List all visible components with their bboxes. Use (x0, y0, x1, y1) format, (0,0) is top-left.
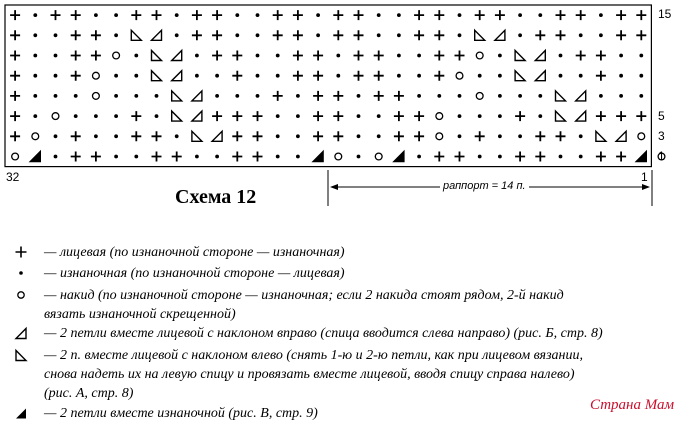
purl-stitch (296, 114, 300, 118)
purl-stitch (417, 94, 421, 98)
yarn-over-stitch (436, 113, 443, 120)
knit-stitch (232, 111, 242, 121)
purl-stitch (498, 54, 502, 58)
knit-stitch (596, 152, 606, 162)
purl-stitch (215, 155, 219, 159)
purl-stitch (478, 114, 482, 118)
purl-stitch (397, 13, 401, 17)
knit-stitch (616, 152, 626, 162)
knit-stitch (636, 111, 646, 121)
knit-stitch (232, 131, 242, 141)
row-number-5: 5 (658, 109, 665, 123)
knit-stitch (596, 71, 606, 81)
yarn-over-stitch (32, 133, 39, 140)
knit-stitch (152, 152, 162, 162)
purl-stitch (256, 54, 260, 58)
knit-stitch (475, 131, 485, 141)
p2tog-stitch (636, 152, 646, 162)
purl-stitch (114, 94, 118, 98)
knit-stitch (232, 51, 242, 61)
knit-stitch (333, 111, 343, 121)
k2tog-right-stitch (192, 111, 202, 121)
purl-stitch (417, 74, 421, 78)
purl-stitch (498, 94, 502, 98)
knit-stitch (273, 91, 283, 101)
row-number-15: 15 (658, 7, 672, 21)
purl-stitch (599, 13, 603, 17)
k2tog-left-stitch (192, 131, 202, 141)
purl-stitch (579, 134, 583, 138)
knit-stitch (293, 71, 303, 81)
legend-text: — изнаночная (по изнаночной стороне — лицевая) (44, 266, 345, 281)
purl-stitch (397, 33, 401, 37)
knit-stitch (293, 51, 303, 61)
purl-stitch (559, 54, 563, 58)
knit-stitch (10, 111, 20, 121)
purl-stitch (114, 74, 118, 78)
knit-stitch (374, 51, 384, 61)
purl-stitch (458, 13, 462, 17)
purl-stitch (579, 74, 583, 78)
knit-stitch (434, 10, 444, 20)
purl-stitch (518, 94, 522, 98)
knit-stitch (354, 71, 364, 81)
purl-stitch (518, 33, 522, 37)
k2tog-left-stitch (475, 30, 485, 40)
k2tog-right-stitch (192, 91, 202, 101)
purl-stitch (478, 74, 482, 78)
purl-stitch (316, 33, 320, 37)
purl-stitch (235, 33, 239, 37)
knit-stitch (71, 131, 81, 141)
purl-stitch (276, 74, 280, 78)
knit-stitch (556, 131, 566, 141)
k2tog-left-stitch (556, 91, 566, 101)
knit-stitch (10, 10, 20, 20)
purl-stitch (54, 155, 58, 159)
yarn-over-stitch (638, 133, 645, 140)
k2tog-left-stitch (172, 91, 182, 101)
knit-stitch (394, 131, 404, 141)
legend-text: — 2 петли вместе изнаночной (рис. В, стр. 9) (44, 406, 318, 421)
knit-stitch (212, 51, 222, 61)
knit-stitch (616, 10, 626, 20)
purl-stitch (377, 33, 381, 37)
purl-stitch (498, 114, 502, 118)
purl-stitch (397, 54, 401, 58)
purl-stitch (357, 94, 361, 98)
purl-stitch (559, 74, 563, 78)
knit-stitch (576, 51, 586, 61)
knit-stitch (253, 111, 263, 121)
knit-stitch (273, 10, 283, 20)
yarn-over-stitch (52, 113, 59, 120)
knit-stitch (455, 51, 465, 61)
column-label-left: 32 (6, 170, 20, 184)
purl-stitch (256, 94, 260, 98)
purl-stitch (54, 54, 58, 58)
p2tog-stitch (30, 152, 40, 162)
k2tog-right-stitch (172, 51, 182, 61)
knit-stitch (273, 30, 283, 40)
knit-stitch (10, 71, 20, 81)
knit-stitch (71, 10, 81, 20)
p2tog-icon (14, 406, 28, 420)
chart-grid (5, 5, 651, 167)
purl-stitch (33, 54, 37, 58)
purl-stitch (296, 155, 300, 159)
purl-stitch (357, 134, 361, 138)
legend-text: — лицевая (по изнаночной стороне — изнаночная) (44, 245, 345, 260)
knit-stitch (535, 131, 545, 141)
row-number-3: 3 (658, 129, 665, 143)
knit-stitch (434, 30, 444, 40)
chart-symbols (10, 10, 665, 161)
purl-stitch (33, 33, 37, 37)
k2tog-right-stitch (172, 71, 182, 81)
k2tog-left-stitch (515, 71, 525, 81)
knit-stitch (475, 10, 485, 20)
knit-stitch (455, 152, 465, 162)
yarn-over-stitch (436, 133, 443, 140)
knit-stitch (333, 10, 343, 20)
purl-stitch (54, 74, 58, 78)
knit-stitch (515, 152, 525, 162)
k2tog-left-stitch (152, 51, 162, 61)
knit-stitch (313, 91, 323, 101)
purl-stitch (579, 155, 583, 159)
purl-stitch (256, 74, 260, 78)
knit-stitch (414, 131, 424, 141)
k2tog-right-stitch (576, 91, 586, 101)
purl-stitch (134, 155, 138, 159)
purl-stitch (94, 13, 98, 17)
purl-stitch (155, 114, 159, 118)
knit-stitch (152, 10, 162, 20)
knit-stitch (434, 71, 444, 81)
knit-stitch (71, 51, 81, 61)
knit-stitch (636, 10, 646, 20)
scheme-title: Схема 12 (175, 186, 257, 208)
purl-stitch (619, 94, 623, 98)
knit-stitch (253, 152, 263, 162)
knit-stitch (91, 51, 101, 61)
purl-stitch (357, 114, 361, 118)
knit-stitch (616, 111, 626, 121)
k2tog-right-stitch (212, 131, 222, 141)
knit-stitch (556, 10, 566, 20)
knit-stitch (71, 152, 81, 162)
purl-stitch (619, 74, 623, 78)
legend-text: — 2 петли вместе лицевой с наклоном вправо (спица вводится слева направо) (рис. Б, стр. 8) (44, 326, 603, 341)
purl-stitch (235, 13, 239, 17)
watermark-logo: Страна Мам (590, 397, 675, 413)
purl-stitch (619, 54, 623, 58)
knit-stitch (414, 30, 424, 40)
purl-stitch (114, 13, 118, 17)
k2tog-left-stitch (172, 111, 182, 121)
k2tog-left-stitch (556, 111, 566, 121)
knit-stitch (414, 10, 424, 20)
legend-text: — 2 п. вместе лицевой с наклоном влево (снять 1-ю и 2-ю петли, как при лицевом вязании, снова надеть их на левую спицу и провязать вместе лицевой, вводя спицу справа налево) (рис. А, стр. 8) (44, 348, 583, 401)
purl-stitch (377, 13, 381, 17)
knit-stitch (232, 71, 242, 81)
knit-stitch (333, 131, 343, 141)
knit-stitch (212, 10, 222, 20)
knit-stitch (333, 30, 343, 40)
purl-stitch (296, 94, 300, 98)
purl-stitch (54, 33, 58, 37)
knit-stitch (394, 111, 404, 121)
knit-stitch (576, 10, 586, 20)
yarn-over-stitch (375, 153, 382, 160)
purl-stitch (478, 155, 482, 159)
purl-stitch (195, 54, 199, 58)
purl-stitch (33, 114, 37, 118)
knit-stitch (495, 10, 505, 20)
purl-stitch (458, 33, 462, 37)
legend-text: — накид (по изнаночной стороне — изнаночная; если 2 накида стоят рядом, 2-й накид вязать изнаночной скрещенной) (44, 288, 564, 322)
knit-stitch (91, 30, 101, 40)
purl-stitch (599, 33, 603, 37)
purl-stitch (458, 94, 462, 98)
knit-stitch (556, 30, 566, 40)
knit-stitch (596, 51, 606, 61)
purl-stitch (175, 13, 179, 17)
knit-stitch (616, 30, 626, 40)
purl-stitch (639, 94, 643, 98)
k2tog-left-stitch (515, 51, 525, 61)
purl-stitch (538, 114, 542, 118)
purl-stitch (579, 33, 583, 37)
p2tog-stitch (313, 152, 323, 162)
purl-stitch (276, 134, 280, 138)
yarn-over-stitch (113, 52, 120, 59)
k2tog-right-stitch (495, 30, 505, 40)
purl-stitch (54, 94, 58, 98)
chart-frame (5, 5, 651, 167)
knit-stitch (131, 131, 141, 141)
purl-icon (14, 266, 28, 280)
knit-stitch (10, 131, 20, 141)
knit-stitch (535, 30, 545, 40)
k2tog-right-stitch (535, 51, 545, 61)
k2tog-left-stitch (152, 71, 162, 81)
knit-stitch (394, 91, 404, 101)
yarn-over-stitch (93, 72, 100, 79)
purl-stitch (498, 155, 502, 159)
yarn-over-stitch (12, 153, 19, 160)
purl-stitch (498, 134, 502, 138)
yarn-over-stitch (335, 153, 342, 160)
k2tog-left-icon (14, 348, 28, 362)
purl-stitch (538, 13, 542, 17)
yarn-over-stitch (476, 52, 483, 59)
yarn-over-icon (14, 288, 28, 302)
purl-stitch (195, 155, 199, 159)
purl-stitch (377, 134, 381, 138)
k2tog-left-stitch (596, 131, 606, 141)
purl-stitch (256, 13, 260, 17)
purl-stitch (458, 134, 462, 138)
purl-stitch (94, 134, 98, 138)
purl-stitch (94, 114, 98, 118)
yarn-over-stitch (93, 93, 100, 100)
purl-stitch (195, 74, 199, 78)
knit-stitch (10, 30, 20, 40)
purl-stitch (74, 114, 78, 118)
knit-stitch (636, 30, 646, 40)
knit-stitch (212, 111, 222, 121)
purl-stitch (498, 74, 502, 78)
purl-stitch (357, 155, 361, 159)
knit-stitch (172, 152, 182, 162)
k2tog-right-icon (14, 326, 28, 340)
purl-stitch (134, 94, 138, 98)
purl-stitch (175, 134, 179, 138)
purl-stitch (276, 155, 280, 159)
purl-stitch (114, 134, 118, 138)
knit-stitch (152, 131, 162, 141)
purl-stitch (114, 114, 118, 118)
knit-stitch (51, 10, 61, 20)
purl-stitch (215, 94, 219, 98)
purl-stitch (74, 94, 78, 98)
k2tog-right-stitch (535, 71, 545, 81)
k2tog-right-stitch (152, 30, 162, 40)
yarn-over-stitch (456, 72, 463, 79)
purl-stitch (336, 54, 340, 58)
knit-stitch (10, 51, 20, 61)
purl-stitch (458, 114, 462, 118)
purl-stitch (336, 74, 340, 78)
knit-stitch (192, 30, 202, 40)
knit-stitch (354, 30, 364, 40)
yarn-over-stitch (476, 93, 483, 100)
knit-stitch (333, 91, 343, 101)
purl-stitch (276, 114, 280, 118)
purl-stitch (114, 33, 118, 37)
purl-stitch (639, 54, 643, 58)
purl-stitch (518, 134, 522, 138)
knit-stitch (212, 30, 222, 40)
knit-stitch (71, 71, 81, 81)
purl-stitch (155, 94, 159, 98)
purl-stitch (134, 74, 138, 78)
knit-stitch (253, 131, 263, 141)
knit-stitch (313, 51, 323, 61)
knit-stitch (374, 91, 384, 101)
purl-stitch (599, 94, 603, 98)
purl-stitch (235, 94, 239, 98)
knit-stitch (293, 10, 303, 20)
purl-stitch (397, 74, 401, 78)
purl-stitch (518, 13, 522, 17)
purl-stitch (276, 54, 280, 58)
knit-stitch (434, 51, 444, 61)
purl-stitch (559, 155, 563, 159)
knit-stitch (374, 71, 384, 81)
purl-stitch (256, 33, 260, 37)
k2tog-left-stitch (131, 30, 141, 40)
purl-stitch (296, 134, 300, 138)
purl-stitch (417, 54, 421, 58)
knit-stitch (596, 111, 606, 121)
purl-stitch (417, 155, 421, 159)
knit-stitch (414, 111, 424, 121)
knit-stitch (232, 152, 242, 162)
purl-stitch (175, 33, 179, 37)
k2tog-right-stitch (616, 131, 626, 141)
knit-stitch (131, 10, 141, 20)
knit-stitch (313, 131, 323, 141)
purl-stitch (316, 13, 320, 17)
knit-stitch (313, 71, 323, 81)
p2tog-stitch (394, 152, 404, 162)
purl-stitch (114, 155, 118, 159)
knit-icon (14, 245, 28, 259)
knit-stitch (434, 152, 444, 162)
knit-stitch (131, 111, 141, 121)
purl-stitch (215, 74, 219, 78)
knit-stitch (354, 51, 364, 61)
row-number-1: 1 (658, 149, 665, 163)
knit-stitch (535, 152, 545, 162)
purl-stitch (134, 54, 138, 58)
purl-stitch (538, 94, 542, 98)
purl-stitch (54, 134, 58, 138)
purl-stitch (437, 94, 441, 98)
knit-stitch (71, 30, 81, 40)
knit-stitch (293, 30, 303, 40)
knit-stitch (192, 10, 202, 20)
k2tog-right-stitch (576, 111, 586, 121)
purl-stitch (33, 13, 37, 17)
purl-stitch (639, 74, 643, 78)
knit-stitch (354, 10, 364, 20)
knit-stitch (313, 111, 323, 121)
column-label-right: 1 (641, 170, 648, 184)
purl-stitch (33, 74, 37, 78)
repeat-label: раппорт = 14 п. (440, 180, 529, 192)
knit-stitch (515, 111, 525, 121)
knit-stitch (91, 152, 101, 162)
purl-stitch (377, 114, 381, 118)
knit-stitch (10, 91, 20, 101)
purl-stitch (33, 94, 37, 98)
